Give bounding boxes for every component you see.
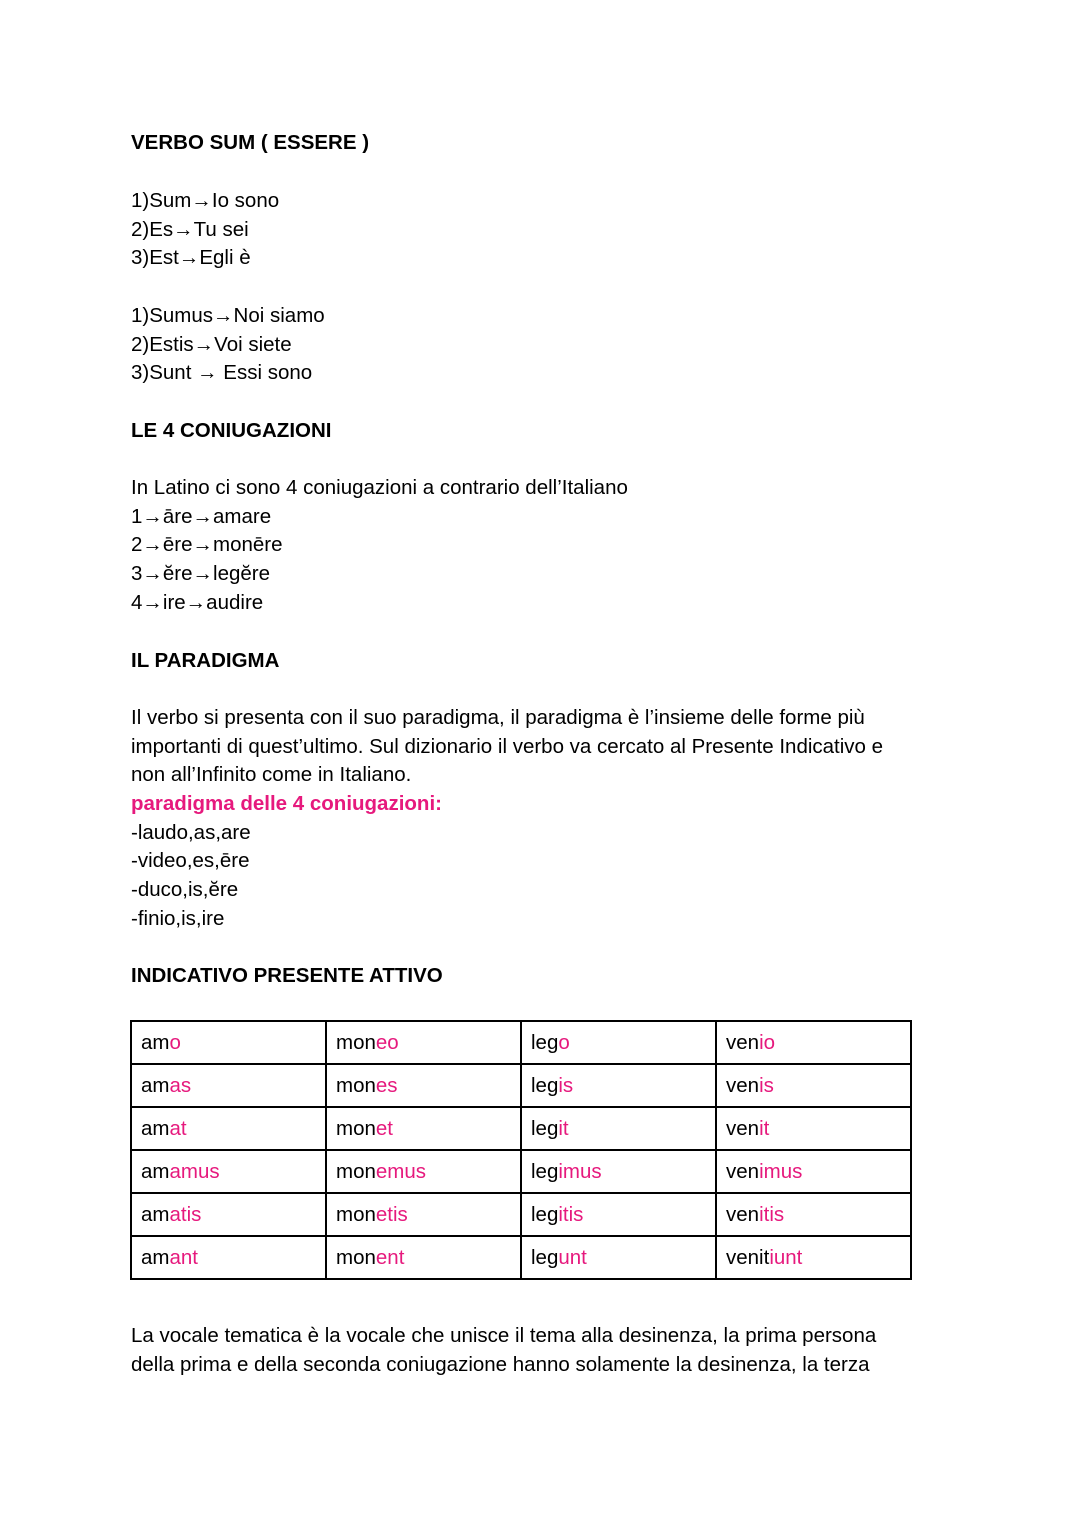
table-row bbox=[131, 1021, 911, 1064]
table-row bbox=[131, 1236, 911, 1279]
sum-singular-item: 1)Sum→Io sono bbox=[131, 189, 280, 212]
verb-stem: leg bbox=[531, 1245, 559, 1269]
verb-ending: is bbox=[558, 1073, 574, 1097]
coniugazioni-title: LE 4 CONIUGAZIONI bbox=[131, 419, 332, 442]
verb-stem: mon bbox=[336, 1030, 376, 1054]
table-cell bbox=[326, 1064, 521, 1107]
paradigma-text-line: non all’Infinito come in Italiano. bbox=[131, 763, 412, 787]
table-cell bbox=[521, 1236, 716, 1279]
sum-title: VERBO SUM ( ESSERE ) bbox=[131, 131, 370, 154]
verb-stem: venit bbox=[726, 1245, 770, 1269]
verb-ending: as bbox=[169, 1073, 192, 1097]
verb-stem: mon bbox=[336, 1245, 376, 1269]
verb-ending: o bbox=[558, 1030, 570, 1054]
verb-stem: mon bbox=[336, 1202, 376, 1226]
verb-stem: mon bbox=[336, 1116, 376, 1140]
verb-stem: am bbox=[141, 1159, 170, 1183]
table-cell bbox=[716, 1064, 911, 1107]
verb-ending: imus bbox=[759, 1159, 803, 1183]
verb-ending: is bbox=[759, 1073, 774, 1097]
verb-stem: ven bbox=[726, 1159, 760, 1183]
verb-stem: mon bbox=[336, 1159, 376, 1183]
coniugazioni-section bbox=[131, 474, 628, 617]
verb-ending: emus bbox=[375, 1159, 427, 1183]
closing-text-line: della prima e della seconda coniugazione hanno solamente la desinenza, la terza bbox=[131, 1352, 870, 1376]
verb-stem: ven bbox=[726, 1202, 760, 1226]
verb-stem: am bbox=[141, 1073, 170, 1097]
coniugazioni-item: 4→ire→audire bbox=[131, 590, 264, 614]
sum-singular-list bbox=[131, 187, 279, 273]
conjugation-table bbox=[130, 1020, 912, 1280]
verb-ending: imus bbox=[558, 1159, 602, 1183]
verb-ending: unt bbox=[558, 1245, 587, 1269]
verb-ending: et bbox=[375, 1116, 393, 1140]
coniugazioni-item: 3→ĕre→legĕre bbox=[131, 562, 271, 586]
table-row bbox=[131, 1107, 911, 1150]
table-cell bbox=[326, 1236, 521, 1279]
verb-stem: ven bbox=[726, 1073, 760, 1097]
table-cell bbox=[521, 1107, 716, 1150]
verb-ending: at bbox=[169, 1116, 187, 1140]
table-cell bbox=[131, 1107, 326, 1150]
table-cell bbox=[131, 1021, 326, 1064]
closing-paragraph bbox=[131, 1322, 876, 1379]
table-cell bbox=[716, 1236, 911, 1279]
table-cell bbox=[131, 1150, 326, 1193]
verb-ending: itis bbox=[759, 1202, 785, 1226]
table-cell bbox=[521, 1064, 716, 1107]
table-cell bbox=[131, 1064, 326, 1107]
table-cell bbox=[716, 1150, 911, 1193]
table-cell bbox=[326, 1193, 521, 1236]
verb-ending: amus bbox=[169, 1159, 220, 1183]
verb-stem: am bbox=[141, 1202, 170, 1226]
verb-ending: atis bbox=[169, 1202, 202, 1226]
verb-ending: o bbox=[169, 1030, 181, 1054]
table-cell bbox=[521, 1021, 716, 1064]
table-cell bbox=[326, 1150, 521, 1193]
verb-ending: etis bbox=[375, 1202, 408, 1226]
verb-stem: ven bbox=[726, 1030, 760, 1054]
verb-stem: am bbox=[141, 1245, 170, 1269]
table-cell bbox=[521, 1150, 716, 1193]
paradigma-section bbox=[131, 704, 883, 934]
verb-stem: mon bbox=[336, 1073, 376, 1097]
table-cell bbox=[521, 1193, 716, 1236]
verb-ending: io bbox=[759, 1030, 776, 1054]
table-cell bbox=[716, 1193, 911, 1236]
verb-stem: leg bbox=[531, 1116, 559, 1140]
table-cell bbox=[716, 1021, 911, 1064]
verb-stem: leg bbox=[531, 1073, 559, 1097]
paradigma-item: -duco,is,ĕre bbox=[131, 878, 239, 902]
coniugazioni-intro: In Latino ci sono 4 coniugazioni a contrario dell’Italiano bbox=[131, 476, 628, 499]
verb-ending: ent bbox=[375, 1245, 405, 1269]
sum-plural-item: 1)Sumus→Noi siamo bbox=[131, 304, 325, 327]
verb-stem: leg bbox=[531, 1030, 559, 1054]
table-row bbox=[131, 1150, 911, 1193]
closing-text-line: La vocale tematica è la vocale che unisce il tema alla desinenza, la prima persona bbox=[131, 1324, 877, 1347]
verb-ending: it bbox=[759, 1116, 770, 1140]
table-cell bbox=[326, 1107, 521, 1150]
sum-plural-item: 2)Estis→Voi siete bbox=[131, 332, 292, 356]
paradigma-text-line: importanti di quest’ultimo. Sul dizionario il verbo va cercato al Presente Indicativo e bbox=[131, 734, 884, 758]
paradigma-text-line: Il verbo si presenta con il suo paradigma, il paradigma è l’insieme delle forme più bbox=[131, 706, 865, 729]
verb-ending: es bbox=[375, 1073, 398, 1097]
verb-ending: itis bbox=[558, 1202, 584, 1226]
verb-stem: leg bbox=[531, 1202, 559, 1226]
indicativo-title: INDICATIVO PRESENTE ATTIVO bbox=[131, 964, 443, 987]
paradigma-item: -finio,is,ire bbox=[131, 906, 225, 930]
verb-stem: leg bbox=[531, 1159, 559, 1183]
table-cell bbox=[131, 1193, 326, 1236]
coniugazioni-item: 2→ēre→monēre bbox=[131, 533, 283, 557]
verb-stem: am bbox=[141, 1030, 170, 1054]
coniugazioni-item: 1→āre→amare bbox=[131, 504, 272, 528]
paradigma-title: IL PARADIGMA bbox=[131, 649, 280, 672]
verb-ending: ant bbox=[169, 1245, 198, 1269]
sum-plural-item: 3)Sunt → Essi sono bbox=[131, 361, 313, 385]
table-cell bbox=[326, 1021, 521, 1064]
sum-singular-item: 2)Es→Tu sei bbox=[131, 217, 249, 241]
verb-ending: it bbox=[558, 1116, 569, 1140]
paradigma-item: -laudo,as,are bbox=[131, 820, 251, 844]
paradigma-subtitle: paradigma delle 4 coniugazioni: bbox=[131, 792, 442, 816]
table-row bbox=[131, 1064, 911, 1107]
verb-ending: eo bbox=[375, 1030, 399, 1054]
verb-stem: am bbox=[141, 1116, 170, 1140]
table-cell bbox=[131, 1236, 326, 1279]
paradigma-item: -video,es,ēre bbox=[131, 849, 250, 873]
table-cell bbox=[716, 1107, 911, 1150]
verb-stem: ven bbox=[726, 1116, 760, 1140]
sum-singular-item: 3)Est→Egli è bbox=[131, 246, 251, 270]
table-row bbox=[131, 1193, 911, 1236]
sum-plural-list bbox=[131, 302, 325, 388]
verb-ending: iunt bbox=[769, 1245, 803, 1269]
